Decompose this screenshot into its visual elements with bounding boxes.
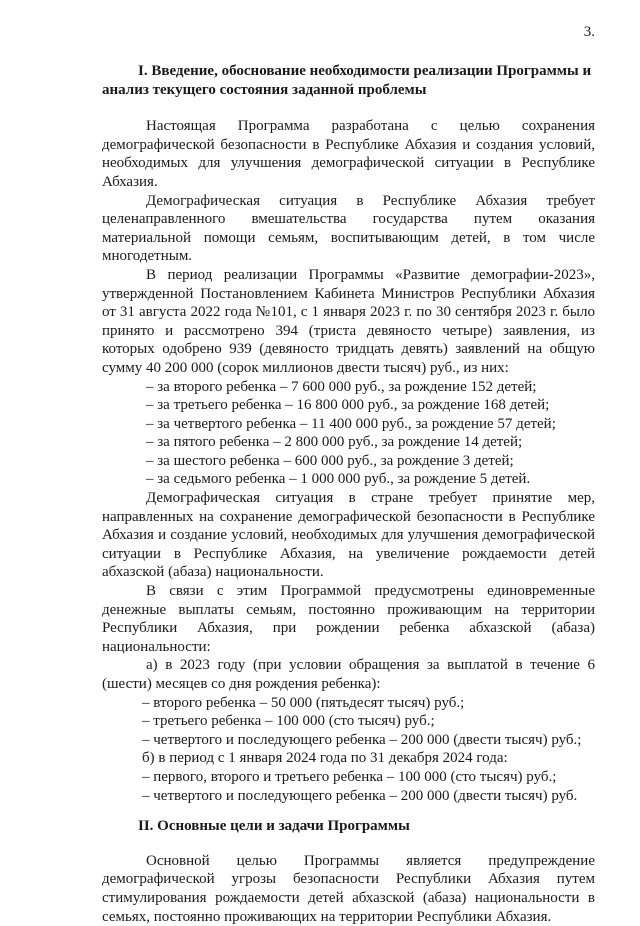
- paragraph-payments-intro: В связи с этим Программой предусмотрены единовременные денежные выплаты семьям, постоянно проживающим на территории Республики Абхазия, при рождении ребенка абхазской (абаза) национальности:: [102, 583, 595, 655]
- paragraph-measures: Демографическая ситуация в стране требует принятие мер, направленных на сохранение демографической безопасности в Республике Абхазия и создание условий, необходимых для улучшения демографической ситуации в Республике Абхазия, на увеличение рождаемости детей абхазской (абаза) национальности.: [102, 490, 595, 581]
- approved-list-item: – за пятого ребенка – 2 800 000 руб., за рождение 14 детей;: [146, 434, 523, 451]
- payment-2024-item: – четвертого и последующего ребенка – 200 000 (двести тысяч) руб.: [142, 787, 578, 804]
- section-1-heading: I. Введение, обоснование необходимости реализации Программы и анализ текущего состояния заданной проблемы: [102, 63, 592, 98]
- approved-list-item: – за шестого ребенка – 600 000 руб., за рождение 3 детей;: [146, 452, 514, 469]
- paragraph-2024-period: б) в период с 1 января 2024 года по 31 декабря 2024 года:: [142, 750, 508, 767]
- approved-list-item: – за четвертого ребенка – 11 400 000 руб., за рождение 57 детей;: [146, 415, 556, 432]
- paragraph-situation: Демографическая ситуация в Республике Абхазия требует целенаправленного вмешательства государства путем оказания материальной помощи семьям, воспитывающим детей, в том числе многодетным.: [102, 192, 595, 265]
- paragraph-purpose: Настоящая Программа разработана с целью сохранения демографической безопасности в Республике Абхазия и создания условий, необходимых для улучшения демографической ситуации в Республике Абхазия.: [102, 118, 595, 190]
- paragraph-2023-condition: а) в 2023 году (при условии обращения за выплатой в течение 6 (шести) месяцев со дня рождения ребенка):: [102, 657, 595, 692]
- paragraph-main-goal: Основной целью Программы является предупреждение демографической угрозы безопасности Республики Абхазия путем стимулирования рождаемости детей абхазской (абаза) национальности в семьях, постоянно проживающих на территории Республики Абхазия.: [102, 852, 595, 925]
- payment-2023-item: – второго ребенка – 50 000 (пятьдесят тысяч) руб.;: [142, 694, 465, 711]
- page-number: 3.: [583, 24, 595, 40]
- approved-list-item: – за третьего ребенка – 16 800 000 руб., за рождение 168 детей;: [146, 397, 550, 414]
- payment-2023-item: – третьего ребенка – 100 000 (сто тысяч) руб.;: [142, 713, 435, 730]
- section-2-heading: II. Основные цели и задачи Программы: [138, 818, 410, 835]
- payment-2023-item: – четвертого и последующего ребенка – 200 000 (двести тысяч) руб.;: [142, 731, 582, 748]
- document-body: [102, 62, 595, 926]
- payment-2024-item: – первого, второго и третьего ребенка – 100 000 (сто тысяч) руб.;: [142, 768, 557, 785]
- paragraph-program-period: В период реализации Программы «Развитие демографии-2023», утвержденной Постановлением Кабинета Министров Республики Абхазия от 31 августа 2022 года №101, с 1 января 2023 г. по 30 сентября 2023 г. было принято и рассмотрено 394 (триста девяносто четыре) заявления, из которых одобрено 939 (девяносто тридцать девять) заявлений на общую сумму 40 200 000 (сорок миллионов двести тысяч) руб., из них:: [102, 266, 595, 376]
- approved-list-item: – за седьмого ребенка – 1 000 000 руб., за рождение 5 детей.: [146, 471, 531, 488]
- approved-list-item: – за второго ребенка – 7 600 000 руб., за рождение 152 детей;: [146, 378, 537, 395]
